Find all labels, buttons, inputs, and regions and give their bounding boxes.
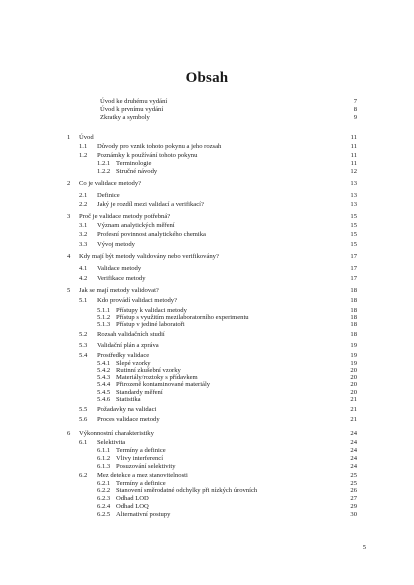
- toc-entry-page: 11: [350, 143, 357, 150]
- toc-entry[interactable]: [0, 495, 414, 503]
- toc-entry-title: Profesní povinnost analytického chemika: [97, 231, 206, 238]
- toc-entry-number: 2: [67, 180, 71, 187]
- toc-entry-number: 5.5: [79, 406, 88, 413]
- toc-entry[interactable]: [0, 152, 414, 160]
- toc-entry-page: 11: [350, 152, 357, 159]
- toc-entry-page: 15: [350, 241, 357, 248]
- toc-entry-page: 26: [350, 487, 357, 494]
- toc-entry[interactable]: [0, 447, 414, 455]
- toc-entry-number: 6.1: [79, 439, 88, 446]
- page-title: Obsah: [185, 70, 229, 86]
- toc-entry-page: 13: [350, 192, 357, 199]
- toc-entry-number: 4.2: [79, 275, 88, 282]
- toc-entry-title: Slepé vzorky: [116, 360, 151, 367]
- toc-entry-title: Stručné návody: [116, 168, 158, 175]
- toc-entry-page: 18: [350, 287, 357, 294]
- toc-entry-page: 25: [350, 472, 357, 479]
- toc-entry[interactable]: [0, 143, 414, 151]
- toc-entry-title: Kdy mají být metody validovány nebo verifikovány?: [79, 253, 219, 260]
- toc-entry-page: 11: [350, 160, 357, 167]
- toc-entry-page: 18: [350, 307, 357, 314]
- toc-entry-page: 24: [350, 439, 357, 446]
- toc-entry-title: Validace metody: [97, 265, 142, 272]
- toc-entry-title: Prostředky validace: [97, 352, 150, 359]
- toc-entry-title: Stanovení směrodatné odchylky při nízkých úrovních: [116, 487, 258, 494]
- toc-entry[interactable]: [0, 213, 414, 221]
- toc-entry-number: 6.2: [79, 472, 88, 479]
- toc-entry[interactable]: [0, 241, 414, 249]
- toc-entry-title: Selektivita: [97, 439, 126, 446]
- toc-entry-page: 24: [350, 463, 357, 470]
- toc-entry-title: Co je validace metody?: [79, 180, 142, 187]
- toc-entry-number: 6.2.4: [97, 503, 111, 510]
- toc-entry-page: 20: [350, 374, 357, 381]
- toc-entry[interactable]: [0, 352, 414, 360]
- toc-entry-number: 6.2.3: [97, 495, 111, 502]
- toc-entry[interactable]: [0, 201, 414, 209]
- toc-entry-page: 8: [353, 106, 357, 113]
- toc-entry[interactable]: [0, 439, 414, 447]
- toc-entry-number: 6.1.2: [97, 455, 111, 462]
- toc-entry[interactable]: [0, 416, 414, 424]
- toc-entry-page: 24: [350, 430, 357, 437]
- toc-entry-number: 4: [67, 253, 71, 260]
- toc-entry-number: 6.2.5: [97, 511, 111, 518]
- toc-entry-title: Definice: [97, 192, 120, 199]
- toc-entry[interactable]: [0, 487, 414, 495]
- toc-entry-title: Vlivy interferencí: [116, 455, 164, 462]
- toc-entry-number: 5.1.2: [97, 314, 111, 321]
- toc-entry-title: Statistika: [116, 396, 141, 403]
- toc-entry-number: 5.4.1: [97, 360, 111, 367]
- toc-entry-number: 4.1: [79, 265, 88, 272]
- toc-entry-number: 5.6: [79, 416, 88, 423]
- toc-entry-page: 21: [350, 416, 357, 423]
- toc-entry-number: 1: [67, 134, 71, 141]
- toc-entry-page: 25: [350, 480, 357, 487]
- toc-entry-title: Termíny a definice: [116, 447, 166, 454]
- toc-entry[interactable]: [0, 406, 414, 414]
- toc-entry-title: Přístup s využitím mezilaboratorního experimentu: [116, 314, 249, 321]
- toc-entry[interactable]: [0, 275, 414, 283]
- toc-entry-number: 6.2.2: [97, 487, 111, 494]
- toc-entry-title: Požadavky na validaci: [97, 406, 157, 413]
- toc-entry-number: 1.1: [79, 143, 88, 150]
- toc-entry-page: 19: [350, 352, 357, 359]
- toc-entry-page: 24: [350, 455, 357, 462]
- toc-entry[interactable]: [0, 321, 414, 329]
- toc-entry-number: 6: [67, 430, 71, 437]
- toc-entry-title: Úvod k prvnímu vydání: [100, 106, 164, 113]
- toc-entry-title: Výkonnostní charakteristiky: [79, 430, 154, 437]
- toc-entry[interactable]: [0, 463, 414, 471]
- toc-entry-number: 3.2: [79, 231, 88, 238]
- toc-entry-page: 12: [350, 168, 357, 175]
- toc-entry[interactable]: [0, 455, 414, 463]
- toc-entry-page: 30: [350, 511, 357, 518]
- toc-entry-number: 5.2: [79, 331, 88, 338]
- toc-entry-number: 1.2.2: [97, 168, 111, 175]
- toc-entry-page: 13: [350, 180, 357, 187]
- toc-entry[interactable]: [0, 265, 414, 273]
- toc-entry-title: Důvody pro vznik tohoto pokynu a jeho rozsah: [97, 143, 222, 150]
- toc-entry-page: 17: [350, 253, 357, 260]
- toc-entry-title: Posuzování selektivity: [116, 463, 176, 470]
- toc-entry-title: Odhad LOD: [116, 495, 149, 502]
- toc-entry[interactable]: [0, 168, 414, 176]
- toc-entry[interactable]: [0, 231, 414, 239]
- toc-entry-page: 9: [353, 114, 357, 121]
- toc-entry-page: 18: [350, 314, 357, 321]
- toc-entry-title: Přístup v jediné laboratoři: [116, 321, 185, 328]
- toc-entry[interactable]: [0, 472, 414, 480]
- toc-entry-title: Úvod ke druhému vydání: [100, 98, 168, 105]
- toc-entry-number: 5.1.3: [97, 321, 111, 328]
- toc-entry-number: 5.4.2: [97, 367, 111, 374]
- toc-entry-title: Přirozeně kontaminované materiály: [116, 381, 211, 388]
- toc-entry-number: 5.3: [79, 342, 88, 349]
- toc-entry-number: 3: [67, 213, 71, 220]
- toc-entry-title: Proces validace metody: [97, 416, 160, 423]
- toc-entry[interactable]: [0, 511, 414, 519]
- toc-entry[interactable]: [0, 430, 414, 438]
- toc-entry-title: Mez detekce a mez stanovitelnosti: [97, 472, 188, 479]
- toc-entry-title: Význam analytických měření: [97, 222, 175, 229]
- toc-entry[interactable]: [0, 381, 414, 389]
- toc-entry-title: Jak se mají metody validovat?: [79, 287, 159, 294]
- toc-entry-page: 15: [350, 231, 357, 238]
- toc-entry-page: 19: [350, 342, 357, 349]
- toc-entry-number: 2.1: [79, 192, 88, 199]
- toc-entry-number: 5.4: [79, 352, 88, 359]
- toc-entry-page: 20: [350, 389, 357, 396]
- toc-entry-page: 15: [350, 213, 357, 220]
- toc-entry-number: 3.3: [79, 241, 88, 248]
- toc-entry[interactable]: [0, 114, 414, 122]
- toc-entry-number: 5.1.1: [97, 307, 111, 314]
- toc-entry-title: Standardy měření: [116, 389, 163, 396]
- toc-entry-title: Proč je validace metody potřebná?: [79, 213, 171, 220]
- toc-entry-page: 21: [350, 406, 357, 413]
- toc-entry-number: 6.1.1: [97, 447, 111, 454]
- toc-entry-page: 29: [350, 503, 357, 510]
- toc-entry-title: Verifikace metody: [97, 275, 146, 282]
- toc-entry[interactable]: [0, 287, 414, 295]
- toc-entry-title: Rozsah validačních studií: [97, 331, 165, 338]
- toc-entry-title: Rutinní zkušební vzorky: [116, 367, 181, 374]
- toc-entry-page: 18: [350, 297, 357, 304]
- toc-entry[interactable]: [0, 192, 414, 200]
- toc-entry-number: 3.1: [79, 222, 88, 229]
- toc-entry[interactable]: [0, 106, 414, 114]
- toc-entry-number: 1.2.1: [97, 160, 111, 167]
- toc-entry-title: Alternativní postupy: [116, 511, 171, 518]
- toc-entry-page: 27: [350, 495, 357, 502]
- toc-entry-title: Zkratky a symboly: [100, 114, 150, 121]
- toc-entry-title: Poznámky k používání tohoto pokynu: [97, 152, 198, 159]
- toc-entry-number: 1.2: [79, 152, 88, 159]
- toc-entry[interactable]: [0, 134, 414, 142]
- toc-entry-title: Validační plán a zpráva: [97, 342, 159, 349]
- toc-entry[interactable]: [0, 253, 414, 261]
- toc-entry-page: 20: [350, 381, 357, 388]
- toc-entry[interactable]: [0, 396, 414, 404]
- toc-entry-page: 11: [350, 134, 357, 141]
- toc-entry-title: Termíny a definice: [116, 480, 166, 487]
- toc-entry[interactable]: [0, 180, 414, 188]
- toc-entry[interactable]: [0, 342, 414, 350]
- toc-entry-page: 17: [350, 265, 357, 272]
- toc-entry-title: Vývoj metody: [97, 241, 135, 248]
- toc-entry[interactable]: [0, 222, 414, 230]
- toc-entry-page: 21: [350, 396, 357, 403]
- toc-entry-number: 5.1: [79, 297, 88, 304]
- toc-entry-page: 15: [350, 222, 357, 229]
- toc-entry-number: 5: [67, 287, 71, 294]
- toc-entry[interactable]: [0, 297, 414, 305]
- toc-entry-page: 18: [350, 331, 357, 338]
- toc-entry-number: 2.2: [79, 201, 88, 208]
- toc-entry-title: Materiály/roztoky s přídavkem: [116, 374, 198, 381]
- toc-entry-title: Kdo provádí validaci metody?: [97, 297, 178, 304]
- toc-entry-number: 5.4.4: [97, 381, 111, 388]
- toc-entry-number: 5.4.3: [97, 374, 111, 381]
- toc-entry-page: 18: [350, 321, 357, 328]
- toc-entry-page: 19: [350, 360, 357, 367]
- toc-entry-page: 13: [350, 201, 357, 208]
- toc-entry-page: 7: [353, 98, 357, 105]
- toc-entry[interactable]: [0, 331, 414, 339]
- toc-entry[interactable]: [0, 160, 414, 168]
- toc-entry-title: Úvod: [79, 134, 94, 141]
- page-number: 5: [362, 544, 366, 551]
- toc-entry-number: 6.1.3: [97, 463, 111, 470]
- toc-entry-number: 6.2.1: [97, 480, 111, 487]
- toc-entry-page: 17: [350, 275, 357, 282]
- toc-entry[interactable]: [0, 98, 414, 106]
- toc-entry-title: Jaký je rozdíl mezi validací a verifikací?: [97, 201, 204, 208]
- toc-entry-page: 20: [350, 367, 357, 374]
- toc-entry[interactable]: [0, 503, 414, 511]
- toc-entry-title: Odhad LOQ: [116, 503, 149, 510]
- toc-entry-page: 24: [350, 447, 357, 454]
- toc-entry-title: Přístupy k validaci metody: [116, 307, 187, 314]
- toc-entry-number: 5.4.6: [97, 396, 111, 403]
- toc-entry-title: Terminologie: [116, 160, 152, 167]
- toc-entry-number: 5.4.5: [97, 389, 111, 396]
